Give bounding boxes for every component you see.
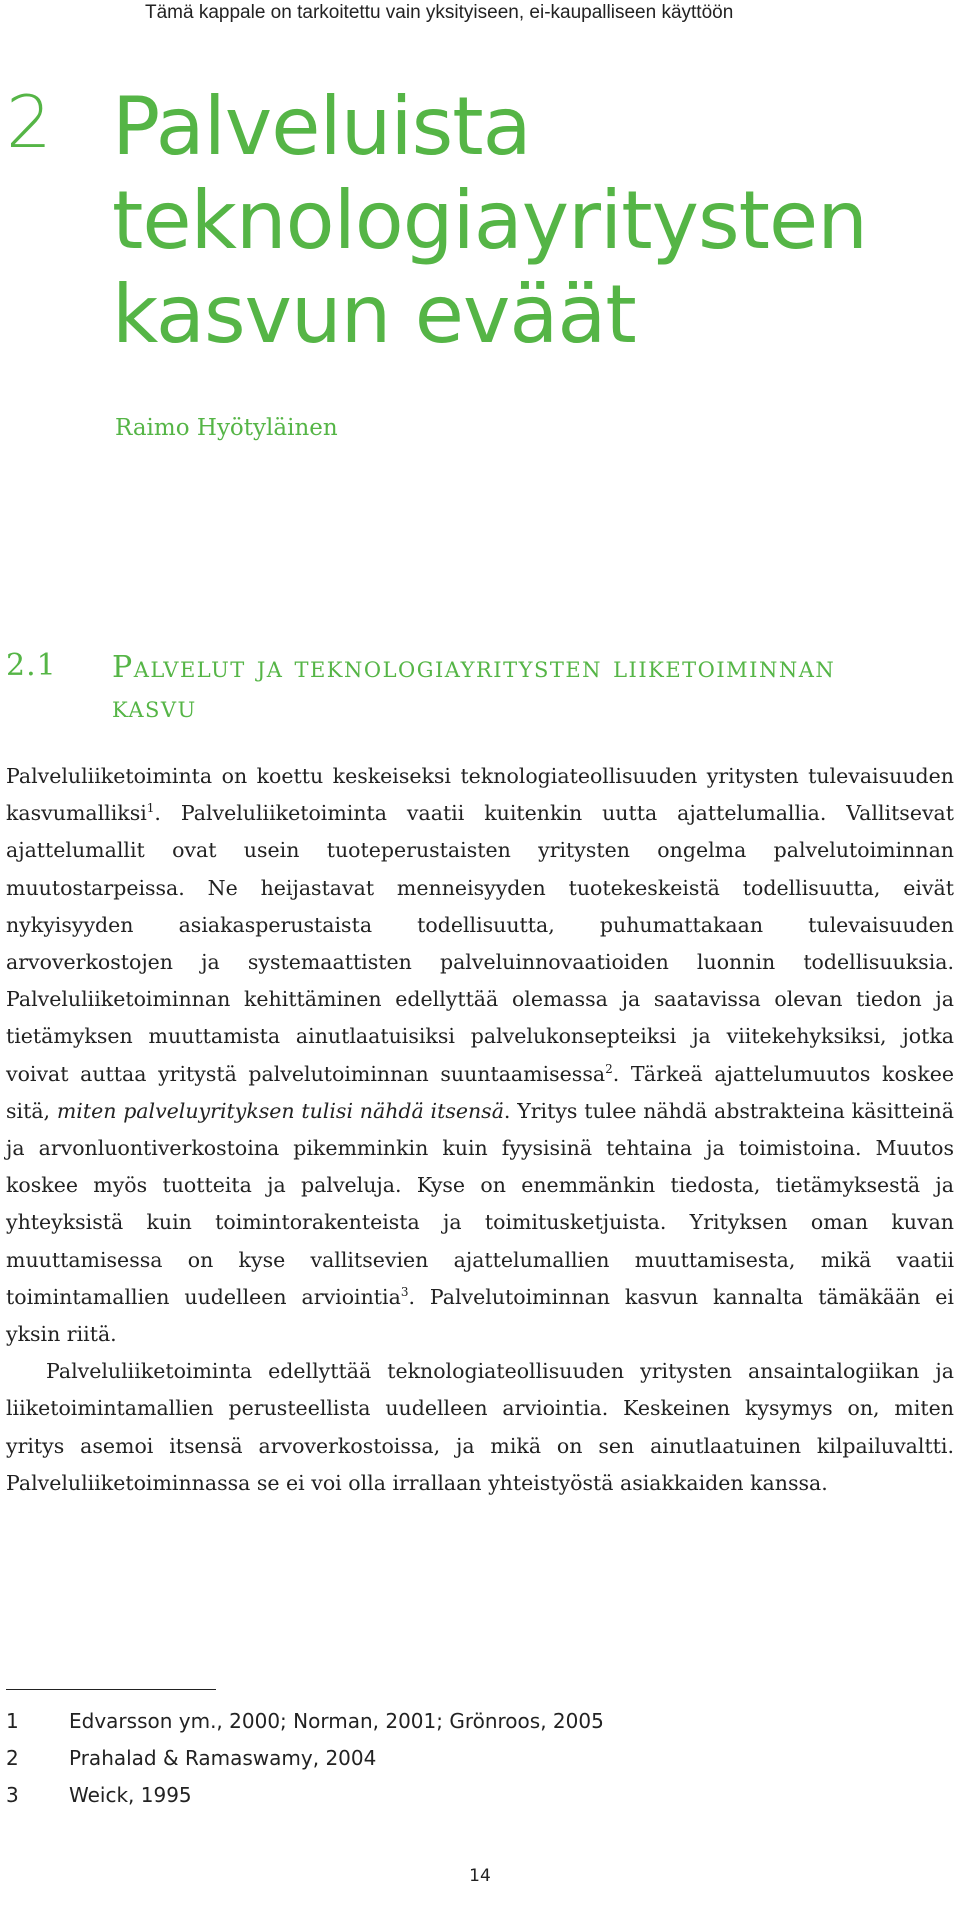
footnote-divider — [6, 1689, 216, 1690]
text-run: . Yritys tulee nähdä abstrakteina käsitteinä ja arvonluontiverkostoina pikemminkin kuin fyysisinä tehtaina ja toimistoina. Muutos koskee myös tuotteita ja palveluja. Kyse on enemmänkin tiedosta, tietämyksestä ja yhteyksistä kuin toimintorakenteista ja toimitusketjuista. Yrityksen oman kuvan muuttamisessa on kyse vallitsevien ajattelumallien muuttamisesta, mikä vaatii toimintamallien uudelleen arviointia — [6, 1098, 954, 1309]
chapter-title-line: teknologiayritysten — [112, 174, 867, 267]
footnote-number: 3 — [6, 1783, 19, 1807]
emphasis-text: miten palveluyrityksen tulisi nähdä itsensä — [56, 1098, 504, 1123]
footnote — [6, 1740, 906, 1777]
footnote-text: Weick, 1995 — [69, 1783, 192, 1807]
chapter-number: 2 — [6, 80, 52, 164]
chapter-title — [112, 80, 932, 362]
text-run: . Palvelutoiminnan kasvun kannalta tämäkään ei yksin riitä. — [6, 1284, 954, 1347]
paragraph: Palveluliiketoiminta edellyttää teknologiateollisuuden yritysten ansaintalogiikan ja liiketoimintamallien perusteellista uudelleen arviointia. Keskeinen kysymys on, miten yritys asemoi itsensä arvoverkostoissa, ja mikä on sen ainutlaatuinen kilpailuvaltti. Palveluliiketoiminnassa se ei voi olla irrallaan yhteistyöstä asiakkaiden kanssa. — [6, 1359, 954, 1495]
text-run: Palveluliiketoiminta on koettu keskeiseksi teknologiateollisuuden yritysten tulevaisuuden kasvumalliksi — [6, 764, 954, 826]
section-title: palvelut ja teknologiayritysten liiketoiminnan kasvu — [112, 650, 836, 725]
footnote-number: 2 — [6, 1746, 19, 1770]
footnotes — [6, 1703, 906, 1814]
footnote-ref: 1 — [146, 801, 155, 816]
footnote-number: 1 — [6, 1709, 19, 1733]
section-number: 2.1 — [6, 648, 57, 683]
text-run: . Tärkeä ajattelumuutos koskee sitä, — [6, 1061, 955, 1123]
footnote-text: Prahalad & Ramaswamy, 2004 — [69, 1746, 377, 1770]
page-number: 14 — [469, 1866, 491, 1886]
paragraph — [6, 758, 954, 1353]
footnote-ref: 3 — [400, 1285, 409, 1300]
chapter-title-line: kasvun eväät — [112, 268, 636, 361]
author-name: Raimo Hyötyläinen — [115, 415, 338, 441]
footnote — [6, 1777, 906, 1814]
text-run: . Palveluliiketoiminta vaatii kuitenkin uutta ajattelumallia. Vallitsevat ajattelumallit ovat usein tuoteperustaisten yritysten ongelma palvelutoiminnan muutostarpeissa. Ne heijastavat menneisyyden tuotekeskeistä todellisuutta, eivät nykyisyyden asiakasperustaista todellisuutta, puhumattakaan tulevaisuuden arvoverkostojen ja systemaattisten palveluinnovaatioiden luonnin todellisuuksia. Palveluliiketoiminnan kehittäminen edellyttää olemassa ja saatavissa olevan tiedon ja tietämyksen muuttamista ainutlaatuisiksi palvelukonsepteiksi ja viitekehyksiksi, jotka voivat auttaa yritystä palvelutoiminnan suuntaamisessa — [6, 801, 954, 1086]
footnote-text: Edvarsson ym., 2000; Norman, 2001; Grönroos, 2005 — [69, 1709, 604, 1733]
usage-notice: Tämä kappale on tarkoitettu vain yksityiseen, ei-kaupalliseen käyttöön — [145, 2, 734, 23]
footnote — [6, 1703, 906, 1740]
footnote-ref: 2 — [605, 1061, 613, 1076]
body-text — [6, 758, 954, 1502]
chapter-title-line: Palveluista — [112, 80, 531, 173]
